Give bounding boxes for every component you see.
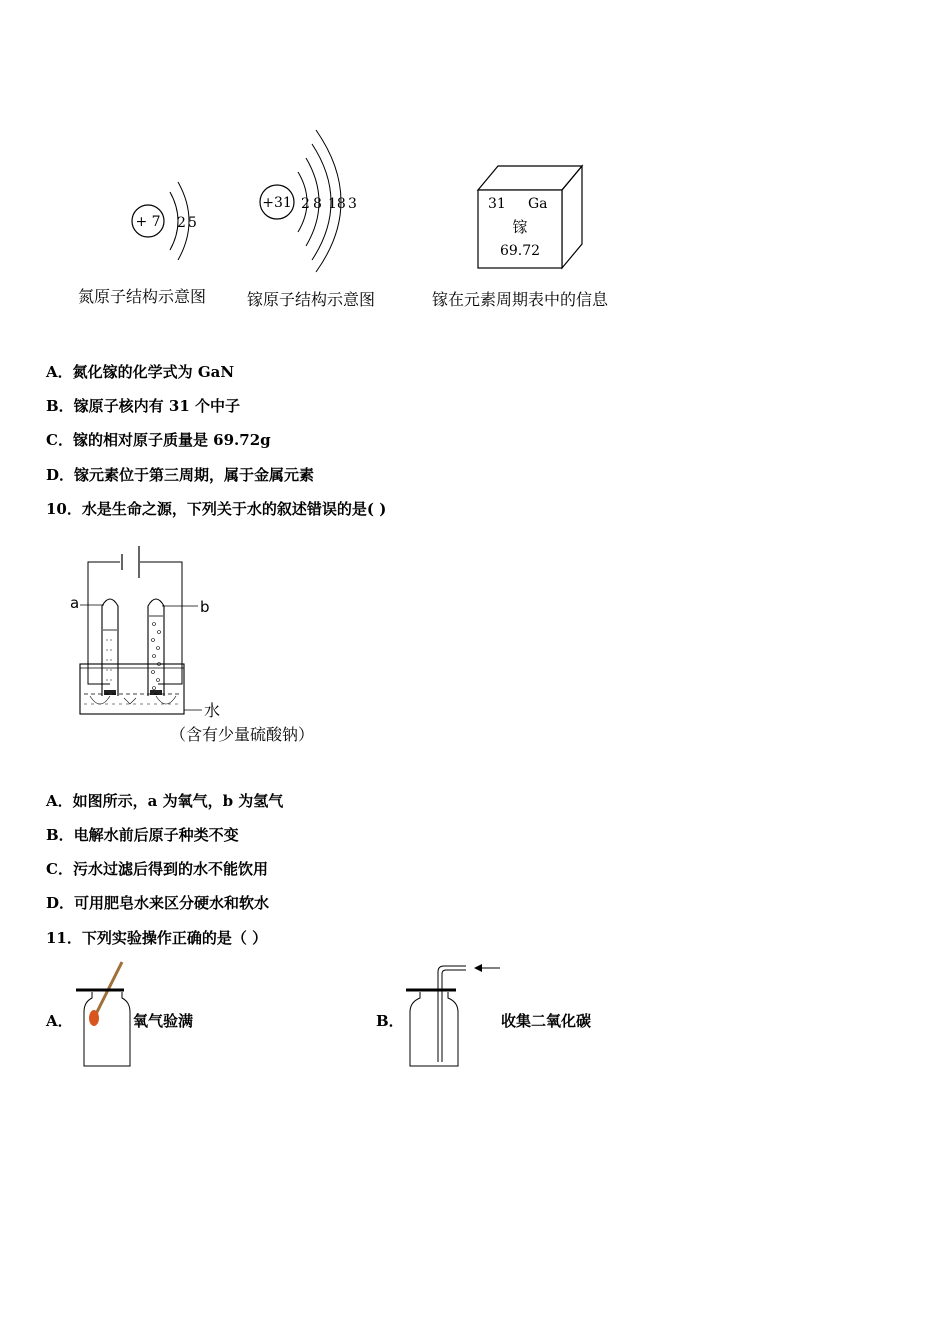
nitrogen-atom-diagram xyxy=(132,182,197,260)
nitrogen-shell-2-electrons: 5 xyxy=(188,215,197,231)
q11-option-a-text: 氧气验满 xyxy=(133,1012,194,1030)
right-wire xyxy=(140,562,182,684)
left-wire xyxy=(88,562,120,684)
q10-option-b: B．电解水前后原子种类不变 xyxy=(46,826,239,844)
arrow-left-icon xyxy=(474,964,482,972)
card-side-face xyxy=(562,166,582,268)
tube-a-water-marks xyxy=(106,640,114,680)
element-card-caption: 镓在元素周期表中的信息 xyxy=(432,290,609,309)
q10-option-d: D．可用肥皂水来区分硬水和软水 xyxy=(46,894,270,912)
q10-option-a: A．如图所示，a 为氧气，b 为氢气 xyxy=(46,792,284,810)
water-note: （含有少量硫酸钠） xyxy=(170,725,315,744)
gallium-shell-3-electrons: 18 xyxy=(328,196,346,212)
gallium-caption: 镓原子结构示意图 xyxy=(247,290,376,309)
atomic-number: 31 xyxy=(488,196,506,212)
gallium-element-card xyxy=(478,166,582,268)
label-b: b xyxy=(200,598,210,616)
element-symbol: Ga xyxy=(528,196,548,212)
q9-option-d: D．镓元素位于第三周期，属于金属元素 xyxy=(46,466,315,484)
tube-a-outline xyxy=(102,599,118,696)
water-label: 水 xyxy=(204,701,221,720)
nitrogen-nucleus-charge: + 7 xyxy=(135,214,161,230)
tube-b-gas-bubbles xyxy=(152,623,161,690)
gallium-nucleus-charge: +31 xyxy=(262,195,292,211)
q11-stem: 11．下列实验操作正确的是（ ） xyxy=(46,929,268,947)
gas-bottle-a xyxy=(84,992,130,1066)
gallium-shell-1-electrons: 2 xyxy=(301,196,310,212)
q9-option-b: B．镓原子核内有 31 个中子 xyxy=(46,397,240,415)
gallium-shell-2-electrons: 8 xyxy=(313,196,322,212)
q11-option-b-text: 收集二氧化碳 xyxy=(501,1012,592,1030)
q11-option-b-letter: B． xyxy=(376,1012,404,1030)
label-a: a xyxy=(70,594,80,612)
gas-bottle-b xyxy=(410,992,458,1066)
electrolysis-apparatus-drawing xyxy=(66,544,346,744)
q10-option-c: C．污水过滤后得到的水不能饮用 xyxy=(46,860,268,878)
element-name: 镓 xyxy=(512,218,528,236)
card-top-face xyxy=(478,166,582,190)
gallium-atom-diagram xyxy=(260,130,357,272)
q9-option-c: C．镓的相对原子质量是 69.72g xyxy=(46,431,271,449)
nitrogen-caption: 氮原子结构示意图 xyxy=(78,287,207,306)
q10-stem: 10．水是生命之源，下列关于水的叙述错误的是( ) xyxy=(46,500,387,518)
q9-option-a: A．氮化镓的化学式为 GaN xyxy=(46,363,235,381)
gallium-shell-4-electrons: 3 xyxy=(348,196,357,212)
tube-b-outline xyxy=(148,599,164,696)
co2-collection-drawing xyxy=(402,958,502,1070)
q11-option-a-letter: A． xyxy=(46,1012,73,1030)
electrolysis-apparatus-figure xyxy=(66,544,346,744)
water-trough xyxy=(80,664,184,714)
trough-connectors xyxy=(90,696,176,704)
nitrogen-shell-1-electrons: 2 xyxy=(177,215,186,231)
co2-collection-figure xyxy=(402,958,502,1070)
glowing-ember-icon xyxy=(89,1010,99,1026)
delivery-tube-outer xyxy=(442,970,466,1062)
atomic-mass: 69.72 xyxy=(499,243,541,259)
